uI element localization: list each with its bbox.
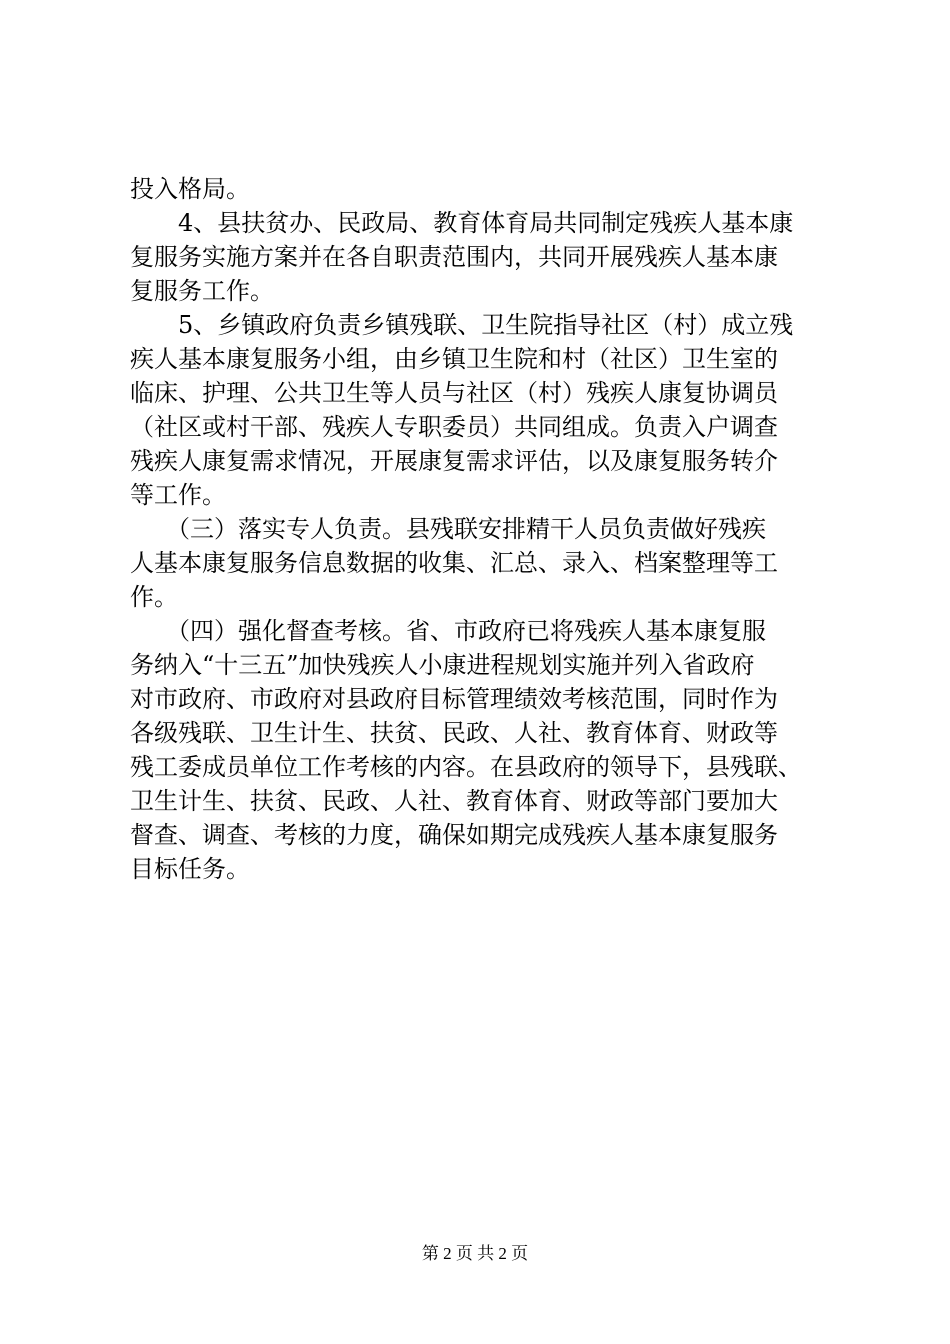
- text-line: 对市政府、市政府对县政府目标管理绩效考核范围，同时作为: [130, 685, 778, 713]
- text-line: 务纳入“十三五”加快残疾人小康进程规划实施并列入省政府: [130, 651, 755, 679]
- body-text: [130, 172, 830, 886]
- text-line: 5、乡镇政府负责乡镇残联、卫生院指导社区（村）成立残: [130, 311, 794, 339]
- text-line: 督查、调查、考核的力度，确保如期完成残疾人基本康复服务: [130, 821, 778, 849]
- text-line: （四）强化督查考核。省、市政府已将残疾人基本康复服: [130, 617, 766, 645]
- text-line: 作。: [130, 583, 178, 611]
- text-line: 复服务实施方案并在各自职责范围内，共同开展残疾人基本康: [130, 243, 778, 271]
- text-line: 4、县扶贫办、民政局、教育体育局共同制定残疾人基本康: [130, 209, 794, 237]
- text-line: 复服务工作。: [130, 277, 274, 305]
- text-line: 各级残联、卫生计生、扶贫、民政、人社、教育体育、财政等: [130, 719, 778, 747]
- text-line: 人基本康复服务信息数据的收集、汇总、录入、档案整理等工: [130, 549, 778, 577]
- page-footer: 第 2 页 共 2 页: [421, 1244, 529, 1263]
- text-line: 疾人基本康复服务小组，由乡镇卫生院和村（社区）卫生室的: [130, 345, 778, 373]
- text-line: 卫生计生、扶贫、民政、人社、教育体育、财政等部门要加大: [130, 787, 778, 815]
- text-line: 目标任务。: [130, 855, 250, 883]
- text-line: 等工作。: [130, 481, 226, 509]
- text-line: （三）落实专人负责。县残联安排精干人员负责做好残疾: [130, 515, 766, 543]
- text-line: 投入格局。: [130, 175, 250, 203]
- text-line: （社区或村干部、残疾人专职委员）共同组成。负责入户调查: [130, 413, 778, 441]
- text-line: 残疾人康复需求情况，开展康复需求评估，以及康复服务转介: [130, 447, 778, 475]
- text-line: 临床、护理、公共卫生等人员与社区（村）残疾人康复协调员: [130, 379, 778, 407]
- text-line: 残工委成员单位工作考核的内容。在县政府的领导下，县残联、: [130, 753, 802, 781]
